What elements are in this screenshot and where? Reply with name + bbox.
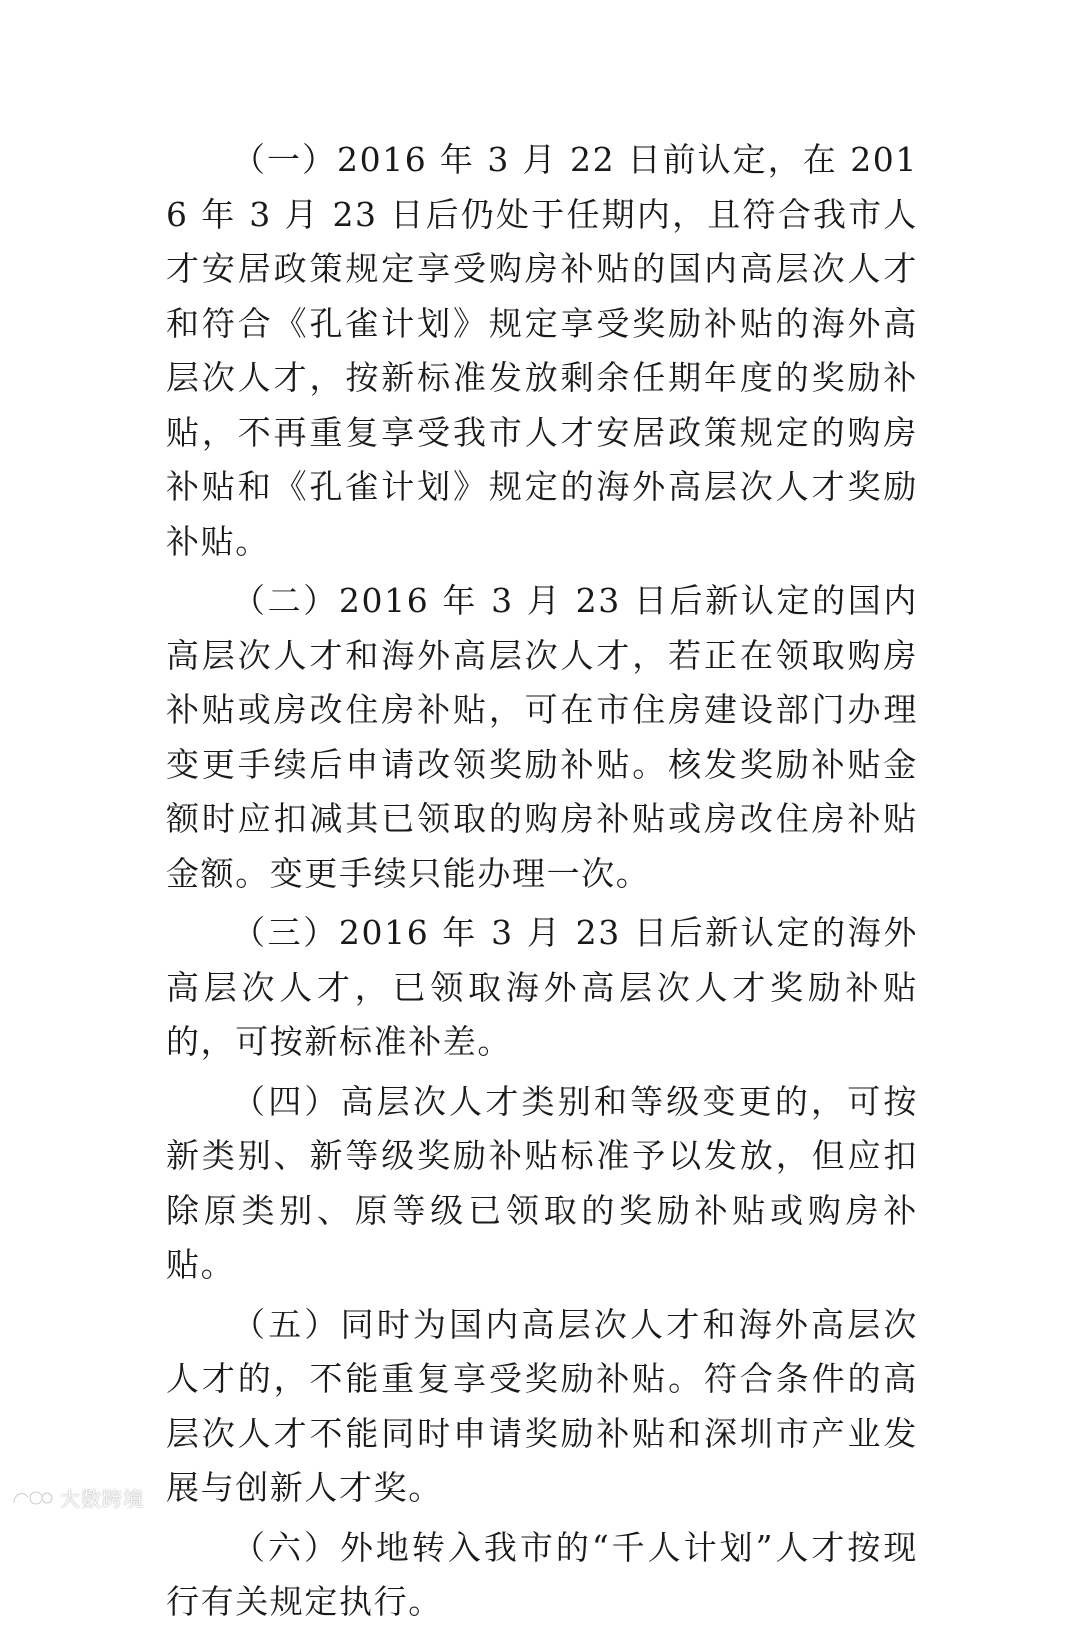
paragraph-5: （五）同时为国内高层次人才和海外高层次人才的，不能重复享受奖励补贴。符合条件的高层次人才不能同时申请奖励补贴和深圳市产业发展与创新人才奖。 [166, 1304, 918, 1507]
watermark [10, 1483, 144, 1512]
paragraph-6: （六）外地转入我市的“千人计划”人才按现行有关规定执行。 [166, 1527, 918, 1621]
paragraph-1: （一）2016 年 3 月 22 日前认定，在 2016 年 3 月 23 日后仍处于任期内，且符合我市人才安居政策规定享受购房补贴的国内高层次人才和符合《孔雀计划》规定享受奖励补贴的海外高层次人才，按新标准发放剩余任期年度的奖励补贴，不再重复享受我市人才安居政策规定的购房补贴和《孔雀计划》规定的海外高层次人才奖励补贴。 [166, 140, 918, 561]
watermark-text: 大数跨境 [60, 1487, 144, 1511]
paragraph-3: （三）2016 年 3 月 23 日后新认定的海外高层次人才，已领取海外高层次人才奖励补贴的，可按新标准补差。 [166, 913, 918, 1061]
paragraph-4: （四）高层次人才类别和等级变更的，可按新类别、新等级奖励补贴标准予以发放，但应扣除原类别、原等级已领取的奖励补贴或购房补贴。 [166, 1081, 918, 1284]
paragraph-2: （二）2016 年 3 月 23 日后新认定的国内高层次人才和海外高层次人才，若正在领取购房补贴或房改住房补贴，可在市住房建设部门办理变更手续后申请改领奖励补贴。核发奖励补贴金额时应扣减其已领取的购房补贴或房改住房补贴金额。变更手续只能办理一次。 [166, 581, 918, 893]
watermark-logo-icon [10, 1487, 54, 1509]
document-body [166, 133, 918, 1635]
